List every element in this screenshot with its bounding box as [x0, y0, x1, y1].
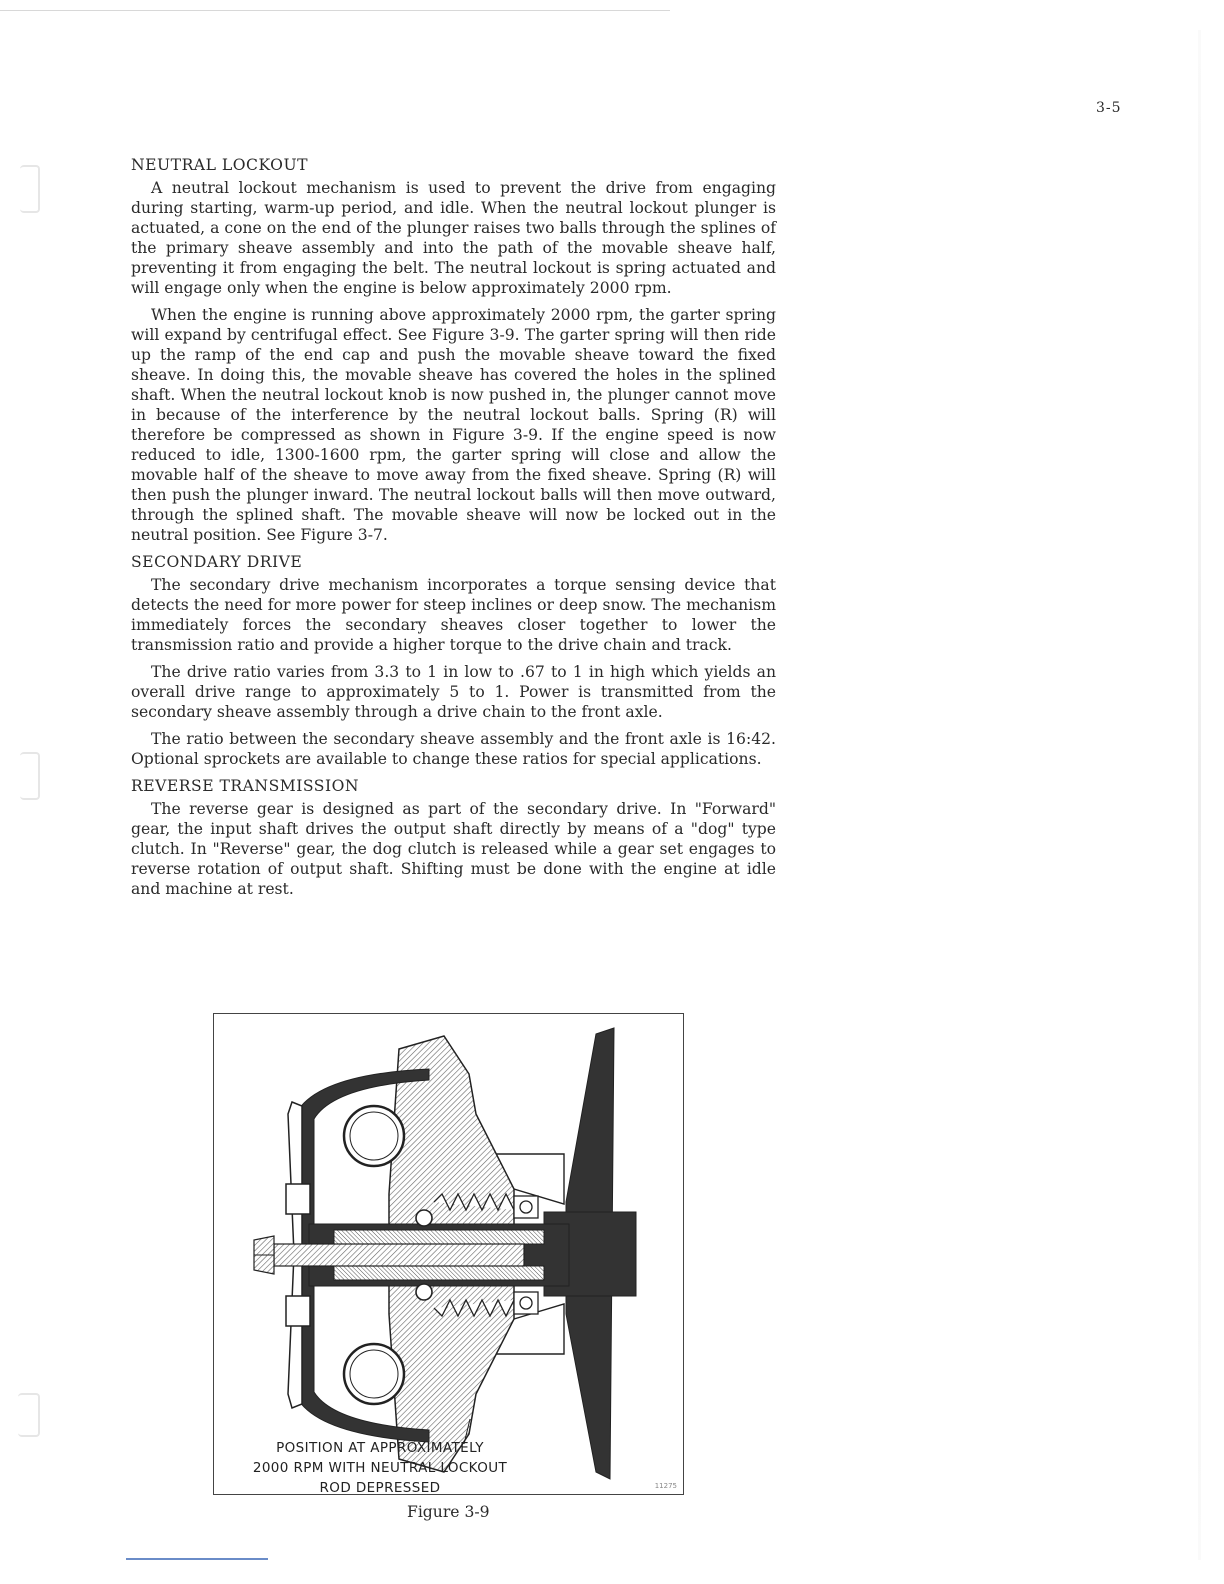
paragraph: A neutral lockout mechanism is used to prevent the drive from engaging during starting, warm-up period, and idle. When the neutral lockout plunger is actuated, a cone on the end of the plunger raises two balls through the splines of the primary sheave assembly and into the path of the movable sheave half, preventing it from engaging the belt. The neutral lockout is spring actuated and will engage only when the engine is below approximately 2000 rpm. [131, 179, 776, 297]
section-heading: NEUTRAL LOCKOUT [131, 156, 309, 174]
paragraph: The drive ratio varies from 3.3 to 1 in low to .67 to 1 in high which yields an overall drive range to approximately 5 to 1. Power is transmitted from the secondary sheave assembly through a drive chain to the front axle. [131, 663, 776, 721]
section-heading: SECONDARY DRIVE [131, 553, 303, 571]
lockout-plunger [274, 1244, 524, 1266]
section-heading: REVERSE TRANSMISSION [131, 777, 360, 795]
binder-hole-middle [20, 752, 40, 800]
figure-code: 11275 [654, 1482, 677, 1490]
section-neutral-lockout [131, 155, 776, 545]
figure-label: Figure 3-9 [407, 1503, 490, 1521]
garter-spring-lower [344, 1344, 404, 1404]
figure-frame [213, 1013, 684, 1495]
text-column [131, 155, 776, 906]
figure-caption-line-2: 2000 RPM WITH NEUTRAL LOCKOUT [252, 1460, 508, 1476]
bottom-rule [126, 1558, 268, 1560]
paragraph: When the engine is running above approximately 2000 rpm, the garter spring will expand by centrifugal effect. See Figure 3-9. The garter spring will then ride up the ramp of the end cap and push the movable sheave toward the fixed sheave. In doing this, the movable sheave has covered the holes in the splined shaft. When the neutral lockout knob is now pushed in, the plunger cannot move in because of the interference by the neutral lockout balls. Spring (R) will therefore be compressed as shown in Figure 3-9. If the engine speed is now reduced to idle, 1300-1600 rpm, the garter spring will close and allow the movable half of the sheave to move away from the fixed sheave. Spring (R) will then push the plunger inward. The neutral lockout balls will then move outward, through the splined shaft. The movable sheave will now be locked out in the neutral position. See Figure 3-7. [131, 306, 776, 544]
paragraph: The ratio between the secondary sheave assembly and the front axle is 16:42. Optional sprockets are available to change these ratios for special applications. [131, 730, 776, 768]
section-reverse-transmission [131, 776, 776, 899]
figure-caption-line-1: POSITION AT APPROXIMATELY [276, 1440, 484, 1456]
binder-hole-top [20, 165, 40, 213]
figure-caption-line-3: ROD DEPRESSED [319, 1480, 441, 1495]
sheave-drawing [214, 1014, 684, 1495]
page-number: 3-5 [1096, 100, 1122, 116]
paragraph: The secondary drive mechanism incorporates a torque sensing device that detects the need for more power for steep inclines or deep snow. The mechanism immediately forces the secondary sheaves closer together to lower the transmission ratio and provide a higher torque to the drive chain and track. [131, 576, 776, 654]
section-secondary-drive [131, 552, 776, 769]
garter-spring-upper [344, 1106, 404, 1166]
binder-hole-bottom [18, 1393, 40, 1437]
paragraph: The reverse gear is designed as part of the secondary drive. In "Forward" gear, the input shaft drives the output shaft directly by means of a "dog" type clutch. In "Reverse" gear, the dog clutch is released while a gear set engages to reverse rotation of output shaft. Shifting must be done with the engine at idle and machine at rest. [131, 800, 776, 898]
top-rule [0, 10, 670, 11]
page-edge-shadow [1198, 30, 1201, 1560]
lockout-ball-upper [416, 1210, 432, 1226]
lockout-ball-lower [416, 1284, 432, 1300]
